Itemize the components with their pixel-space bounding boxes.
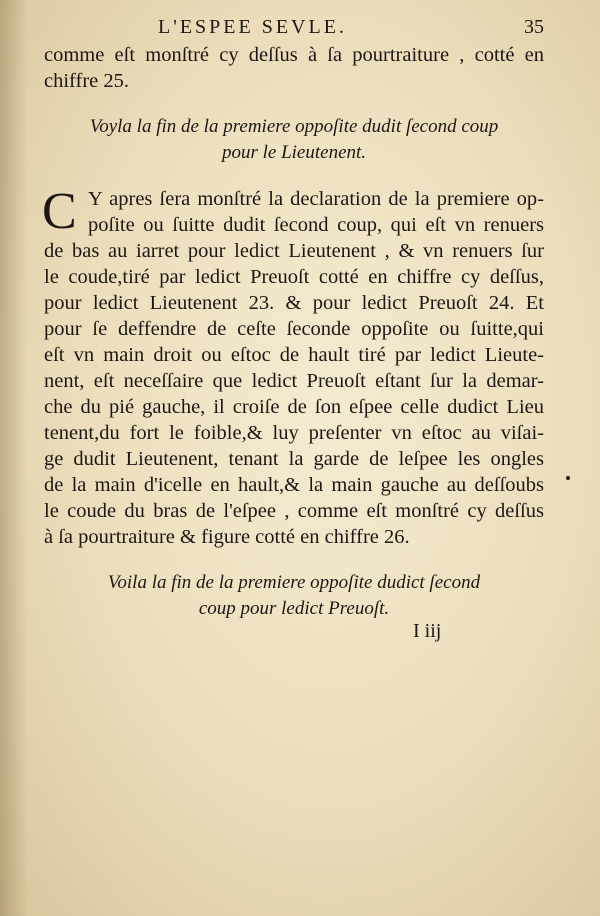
paragraph-line: le coude,tiré par ledict Preuoſt cotté en chiffre cy deſſus, [44, 266, 544, 288]
text-block [44, 42, 544, 622]
paragraph-line: tenent,du fort le foible,& luy preſenter vn eſtoc au viſai- [44, 422, 544, 444]
paragraph-line: de la main d'icelle en hault,& la main gauche au deſſoubs [44, 474, 544, 496]
paragraph-line: poſite ou ſuitte dudit ſecond coup, qui eſt vn renuers [88, 214, 544, 236]
paragraph-line: pour ſe deffendre de ceſte ſeconde oppoſite ou ſuitte,qui [44, 318, 544, 340]
section-heading: Voila la fin de la premiere oppoſite dudict ſecond [107, 572, 481, 593]
spacer [44, 550, 544, 570]
text-line: chiffre 25. [44, 70, 130, 92]
section-heading: pour le Lieutenent. [221, 142, 367, 163]
paragraph-line: pour ledict Lieutenent 23. & pour ledict Preuoſt 24. Et [44, 292, 544, 314]
paragraph-line: à ſa pourtraiture & figure cotté en chiffre 26. [44, 526, 410, 548]
spacer [44, 94, 544, 114]
text-line: comme eſt monſtré cy deſſus à ſa pourtraiture , cotté en [44, 44, 544, 66]
paragraph-line: eſt vn main droit ou eſtoc de hault tiré par ledict Lieute- [44, 344, 544, 366]
main-paragraph [42, 183, 544, 550]
section-heading: coup pour ledict Preuoſt. [198, 598, 390, 619]
section-heading: Voyla la fin de la premiere oppoſite dudit ſecond coup [89, 116, 499, 137]
paragraph-line: nent, eſt neceſſaire que ledict Preuoſt eſtant ſur la demar- [44, 370, 544, 392]
page-number: 35 [524, 16, 544, 38]
paragraph-line: che du pié gauche, il croiſe de ſon eſpee celle dudict Lieu [44, 396, 544, 418]
running-title: L'ESPEE SEVLE. [158, 16, 347, 38]
drop-cap: C [42, 183, 77, 240]
spacer [44, 166, 544, 186]
signature-mark: I iij [413, 620, 442, 642]
paragraph-line: ge dudit Lieutenent, tenant la garde de leſpee les ongles [44, 448, 544, 470]
ink-speck [566, 476, 570, 480]
paragraph-line: de bas au iarret pour ledict Lieutenent , & vn renuers ſur [44, 240, 544, 262]
gutter-shadow [0, 0, 28, 916]
paragraph-line: Y apres ſera monſtré la declaration de la premiere op- [88, 188, 544, 210]
paragraph-line: le coude du bras de l'eſpee , comme eſt monſtré cy deſſus [44, 500, 544, 522]
